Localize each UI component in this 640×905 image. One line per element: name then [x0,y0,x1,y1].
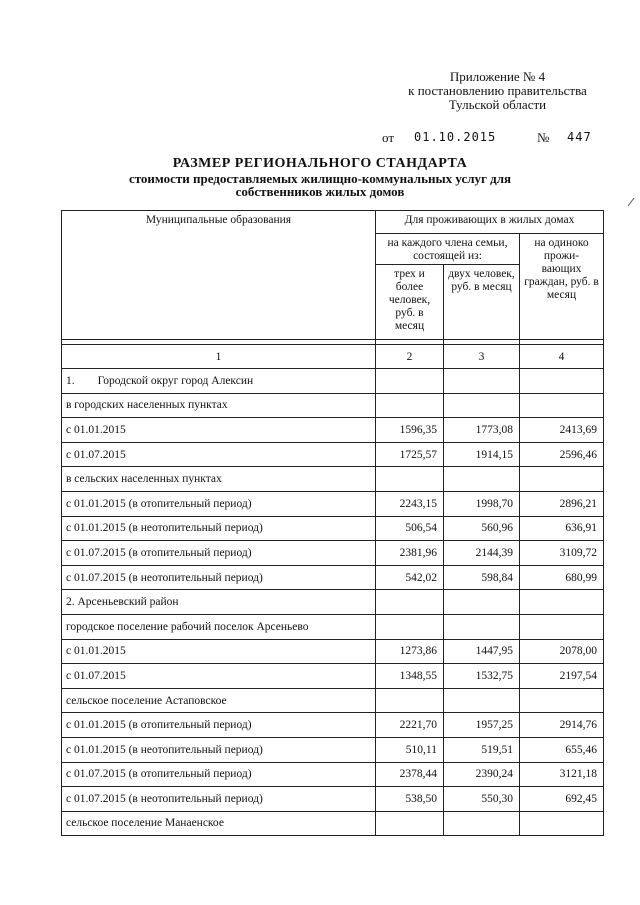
margin-mark-icon [626,196,636,208]
row-value: 692,45 [520,787,604,812]
row-value [444,393,520,418]
appendix-line-2: к постановлению правительства [408,83,587,98]
row-value: 2144,39 [444,541,520,566]
appendix-line-3: Тульской области [448,97,547,112]
header-three-more: трех и более человек, руб. в месяц [376,265,444,340]
row-value: 2078,00 [520,639,604,664]
row-value [520,393,604,418]
row-value: 1596,35 [376,418,444,443]
row-value [520,811,604,836]
row-label: с 01.01.2015 (в отопительный период) [62,491,376,516]
row-label: с 01.01.2015 [62,639,376,664]
row-value: 3109,72 [520,541,604,566]
row-value [520,369,604,394]
col-number: 4 [520,345,604,369]
row-value [376,688,444,713]
row-label: с 01.07.2015 (в неотопительный период) [62,565,376,590]
table-row [62,762,604,787]
row-value: 680,99 [520,565,604,590]
row-value [444,369,520,394]
table-row [62,491,604,516]
row-value: 519,51 [444,737,520,762]
row-value [444,467,520,492]
table-row [62,393,604,418]
row-label: с 01.07.2015 [62,664,376,689]
row-value: 1998,70 [444,491,520,516]
row-value [376,467,444,492]
row-label: городское поселение рабочий поселок Арсеньево [62,614,376,639]
row-value [444,614,520,639]
row-value: 1447,95 [444,639,520,664]
table-row [62,590,604,615]
table-row [62,713,604,738]
header-living: Для проживающих в жилых домах [376,211,604,234]
title-line-2: стоимости предоставляемых жилищно-коммунальных услуг для [128,171,512,186]
row-label: с 01.07.2015 (в отопительный период) [62,541,376,566]
row-value: 2596,46 [520,442,604,467]
table-row [62,541,604,566]
row-label: с 01.01.2015 (в неотопительный период) [62,737,376,762]
col-number: 3 [444,345,520,369]
row-label: с 01.07.2015 [62,442,376,467]
row-value: 542,02 [376,565,444,590]
row-value: 1957,25 [444,713,520,738]
tariff-table [61,210,604,836]
title-line-1: РАЗМЕР РЕГИОНАЛЬНОГО СТАНДАРТА [172,156,468,171]
table-row [62,442,604,467]
row-value [444,590,520,615]
row-value: 2197,54 [520,664,604,689]
row-value: 560,96 [444,516,520,541]
order-from-label: от [382,130,395,145]
row-label: с 01.01.2015 (в отопительный период) [62,713,376,738]
row-value: 510,11 [376,737,444,762]
title-line-3: собственников жилых домов [235,184,405,199]
row-value [520,614,604,639]
order-number: 447 [567,130,592,144]
order-number-label: № [537,130,550,145]
row-value: 506,54 [376,516,444,541]
row-value: 538,50 [376,787,444,812]
row-value: 1273,86 [376,639,444,664]
row-label: с 01.01.2015 (в неотопительный период) [62,516,376,541]
table-row [62,516,604,541]
row-value [376,369,444,394]
appendix-line-1: Приложение № 4 [449,69,546,84]
row-label: 2. Арсеньевский район [62,590,376,615]
row-value: 2390,24 [444,762,520,787]
row-value: 598,84 [444,565,520,590]
row-value: 2381,96 [376,541,444,566]
appendix-block [390,70,605,112]
row-value [444,688,520,713]
row-value: 1914,15 [444,442,520,467]
table-row [62,737,604,762]
row-value: 2896,21 [520,491,604,516]
row-value: 636,91 [520,516,604,541]
header-per-member: на каждого члена семьи, состоящей из: [376,234,520,265]
row-value: 1348,55 [376,664,444,689]
row-value: 1725,57 [376,442,444,467]
row-value [376,614,444,639]
col-number: 2 [376,345,444,369]
row-value: 1773,08 [444,418,520,443]
table-row [62,811,604,836]
order-date: 01.10.2015 [414,130,497,144]
row-value: 655,46 [520,737,604,762]
table-row [62,565,604,590]
row-label: с 01.01.2015 [62,418,376,443]
row-label: 1. Городской округ город Алексин [62,369,376,394]
header-single: на одиноко прожи-вающих граждан, руб. в месяц [520,234,604,340]
table-row [62,787,604,812]
row-label: в городских населенных пунктах [62,393,376,418]
table-row [62,467,604,492]
table-row [62,688,604,713]
table-row [62,418,604,443]
row-value: 1532,75 [444,664,520,689]
row-value: 2243,15 [376,491,444,516]
row-value [520,688,604,713]
col-number: 1 [62,345,376,369]
row-label: с 01.07.2015 (в неотопительный период) [62,787,376,812]
table-row [62,639,604,664]
row-label: сельское поселение Манаенское [62,811,376,836]
row-value [444,811,520,836]
row-label: в сельских населенных пунктах [62,467,376,492]
row-value [376,590,444,615]
row-value [520,590,604,615]
table-row [62,614,604,639]
row-value [376,811,444,836]
row-value [520,467,604,492]
row-value: 2413,69 [520,418,604,443]
row-value: 2378,44 [376,762,444,787]
row-value: 2914,76 [520,713,604,738]
table-row [62,664,604,689]
row-value: 550,30 [444,787,520,812]
row-value: 2221,70 [376,713,444,738]
document-title [60,156,580,198]
header-two: двух человек, руб. в месяц [444,265,520,340]
row-label: сельское поселение Астаповское [62,688,376,713]
column-number-row [62,345,604,369]
row-label: с 01.07.2015 (в отопительный период) [62,762,376,787]
row-value: 3121,18 [520,762,604,787]
header-municipal: Муниципальные образования [62,211,376,340]
table-row [62,369,604,394]
row-value [376,393,444,418]
